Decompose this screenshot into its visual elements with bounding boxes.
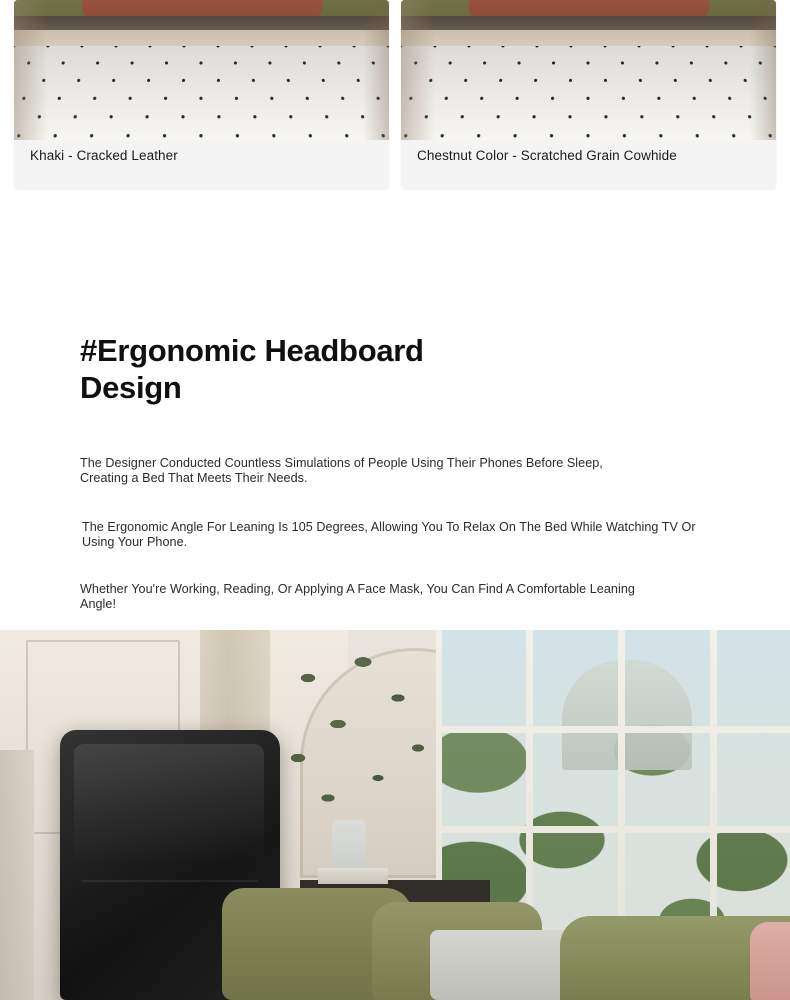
photo-edge-left [14, 0, 48, 140]
hero-plant [268, 638, 458, 838]
swatch-card-chestnut[interactable] [401, 0, 776, 190]
section-paragraph-3: Whether You're Working, Reading, Or Applying A Face Mask, You Can Find A Comfortable Leaning Angle! [80, 582, 635, 611]
ergonomic-headboard-section [0, 300, 790, 625]
photo-edge-left [401, 0, 435, 140]
page-title: #Ergonomic Headboard Design [80, 333, 424, 405]
hero-window-mullion-vertical [526, 630, 533, 930]
hero-window-mullion-horizontal [442, 826, 790, 833]
photo-edge-right [363, 0, 389, 140]
hero-window-mullion-vertical [618, 630, 625, 930]
section-paragraph-2: The Ergonomic Angle For Leaning Is 105 Degrees, Allowing You To Relax On The Bed While Watching TV Or Using Your Phone. [82, 520, 696, 549]
bedroom-hero-image [0, 630, 790, 1000]
hero-window-mullion-vertical [710, 630, 717, 930]
section-paragraph-1: The Designer Conducted Countless Simulations of People Using Their Phones Before Sleep, Creating a Bed That Meets Their Needs. [80, 456, 603, 485]
swatch-caption-khaki: Khaki - Cracked Leather [14, 140, 389, 190]
photo-rug-shadow [401, 46, 776, 140]
swatch-card-khaki[interactable] [14, 0, 389, 190]
hero-headboard-seam [82, 880, 258, 882]
hero-side-post [0, 750, 34, 1000]
photo-edge-right [750, 0, 776, 140]
material-swatch-row [0, 0, 790, 190]
hero-accent-cushion [750, 922, 790, 1000]
hero-books [318, 868, 388, 884]
photo-rug-shadow [14, 46, 389, 140]
hero-window-mullion-horizontal [442, 726, 790, 733]
swatch-photo-khaki [14, 0, 389, 140]
swatch-photo-chestnut [401, 0, 776, 140]
swatch-caption-chestnut: Chestnut Color - Scratched Grain Cowhide [401, 140, 776, 190]
hero-building [562, 660, 692, 770]
